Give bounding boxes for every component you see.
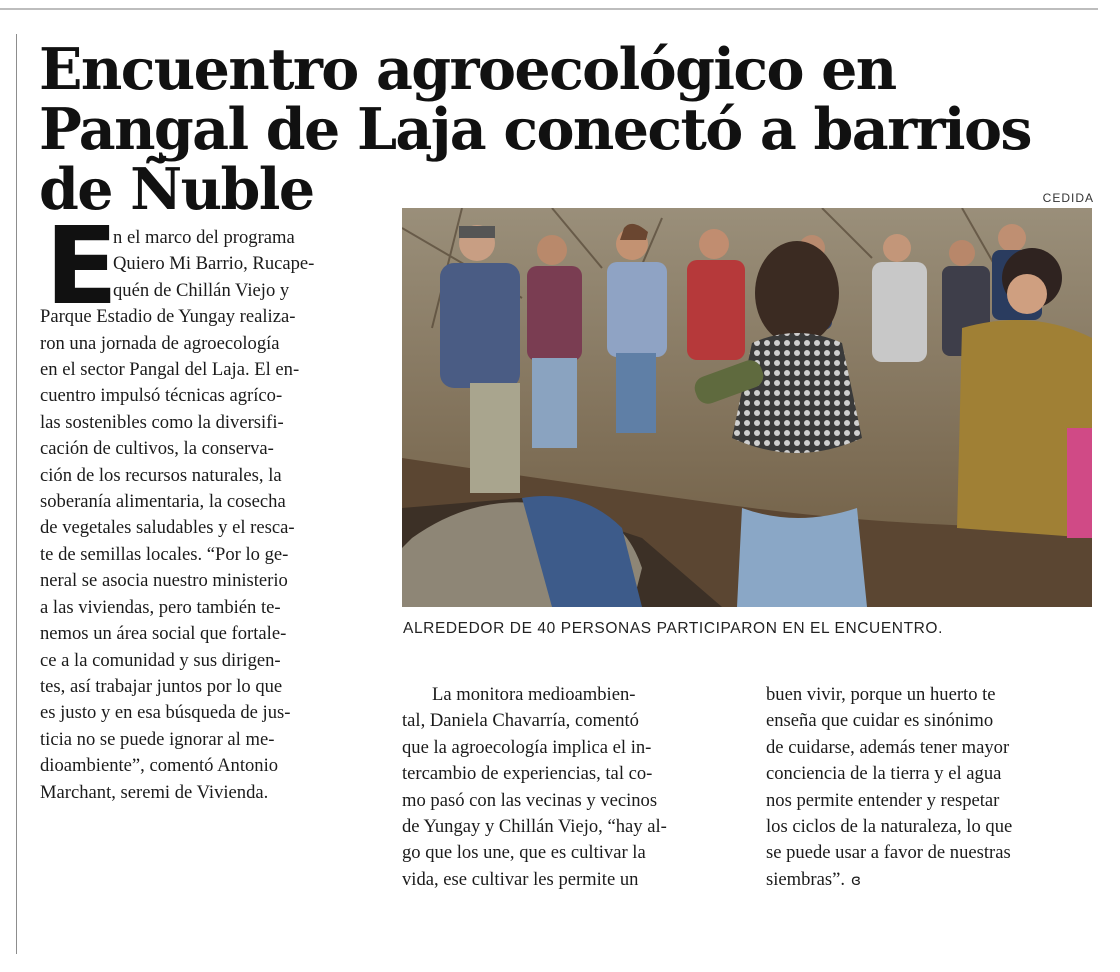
body-line: de vegetales saludables y el resca- [40, 517, 295, 539]
body-line: Quiero Mi Barrio, Rucape- [113, 253, 315, 275]
body-line: de Yungay y Chillán Viejo, “hay al- [402, 816, 667, 838]
body-line: enseña que cuidar es sinónimo [766, 710, 994, 732]
body-line: se puede usar a favor de nuestras [766, 842, 1011, 864]
article-photo [402, 208, 1092, 607]
body-line: La monitora medioambien- [432, 684, 636, 705]
article-column-1 [40, 205, 370, 806]
body-line: soberanía alimentaria, la cosecha [40, 491, 286, 513]
drop-cap: E [45, 205, 119, 329]
body-line: en el sector Pangal del Laja. El en- [40, 359, 300, 381]
body-line: Marchant, seremi de Vivienda. [40, 781, 269, 803]
body-line: tercambio de experiencias, tal co- [402, 763, 653, 785]
body-line: conciencia de la tierra y el agua [766, 763, 1002, 785]
body-line: dioambiente”, comentó Antonio [40, 755, 279, 777]
body-line-final [766, 867, 1096, 893]
body-line: ción de los recursos naturales, la [40, 464, 282, 486]
body-line: cación de cultivos, la conserva- [40, 438, 274, 460]
body-line: neral se asocia nuestro ministerio [40, 570, 288, 592]
group-photo-illustration [402, 208, 1092, 607]
body-line: mo pasó con las vecinas y vecinos [402, 789, 658, 811]
body-line: quén de Chillán Viejo y [113, 279, 290, 301]
body-line: ce a la comunidad y sus dirigen- [40, 649, 281, 671]
end-of-article-icon: ɞ [851, 870, 861, 889]
body-line: tal, Daniela Chavarría, comentó [402, 710, 639, 732]
body-line: tes, así trabajar juntos por lo que [40, 675, 283, 697]
body-line: buen vivir, porque un huerto te [766, 684, 996, 705]
body-line: nemos un área social que fortale- [40, 623, 287, 645]
column-rule [16, 34, 17, 954]
top-rule [0, 8, 1098, 10]
body-line: n el marco del programa [113, 227, 295, 248]
body-line: que la agroecología implica el in- [402, 736, 652, 758]
body-line: vida, ese cultivar les permite un [402, 868, 639, 890]
body-line: go que los une, que es cultivar la [402, 842, 646, 864]
headline: Encuentro agroecológico en Pangal de Laja conectó a barrios de Ñuble [39, 36, 1031, 223]
body-line: nos permite entender y respetar [766, 789, 1000, 811]
body-line: te de semillas locales. “Por lo ge- [40, 543, 289, 565]
body-line: cuentro impulsó técnicas agríco- [40, 385, 283, 407]
body-line: ticia no se puede ignorar al me- [40, 728, 275, 750]
body-line: ron una jornada de agroecología [40, 332, 280, 354]
photo-credit: CEDIDA [1042, 191, 1094, 205]
body-line: los ciclos de la naturaleza, lo que [766, 816, 1013, 838]
body-line: de cuidarse, además tener mayor [766, 736, 1010, 758]
body-line: las sostenibles como la diversifi- [40, 411, 284, 433]
body-line-text: siembras”. [766, 868, 845, 890]
body-line: Parque Estadio de Yungay realiza- [40, 306, 296, 328]
body-line: es justo y en esa búsqueda de jus- [40, 702, 291, 724]
article-column-3 [766, 682, 1096, 893]
article-column-2 [402, 682, 732, 893]
body-line: a las viviendas, pero también te- [40, 596, 281, 618]
photo-caption: ALREDEDOR DE 40 PERSONAS PARTICIPARON EN EL ENCUENTRO. [403, 620, 943, 637]
